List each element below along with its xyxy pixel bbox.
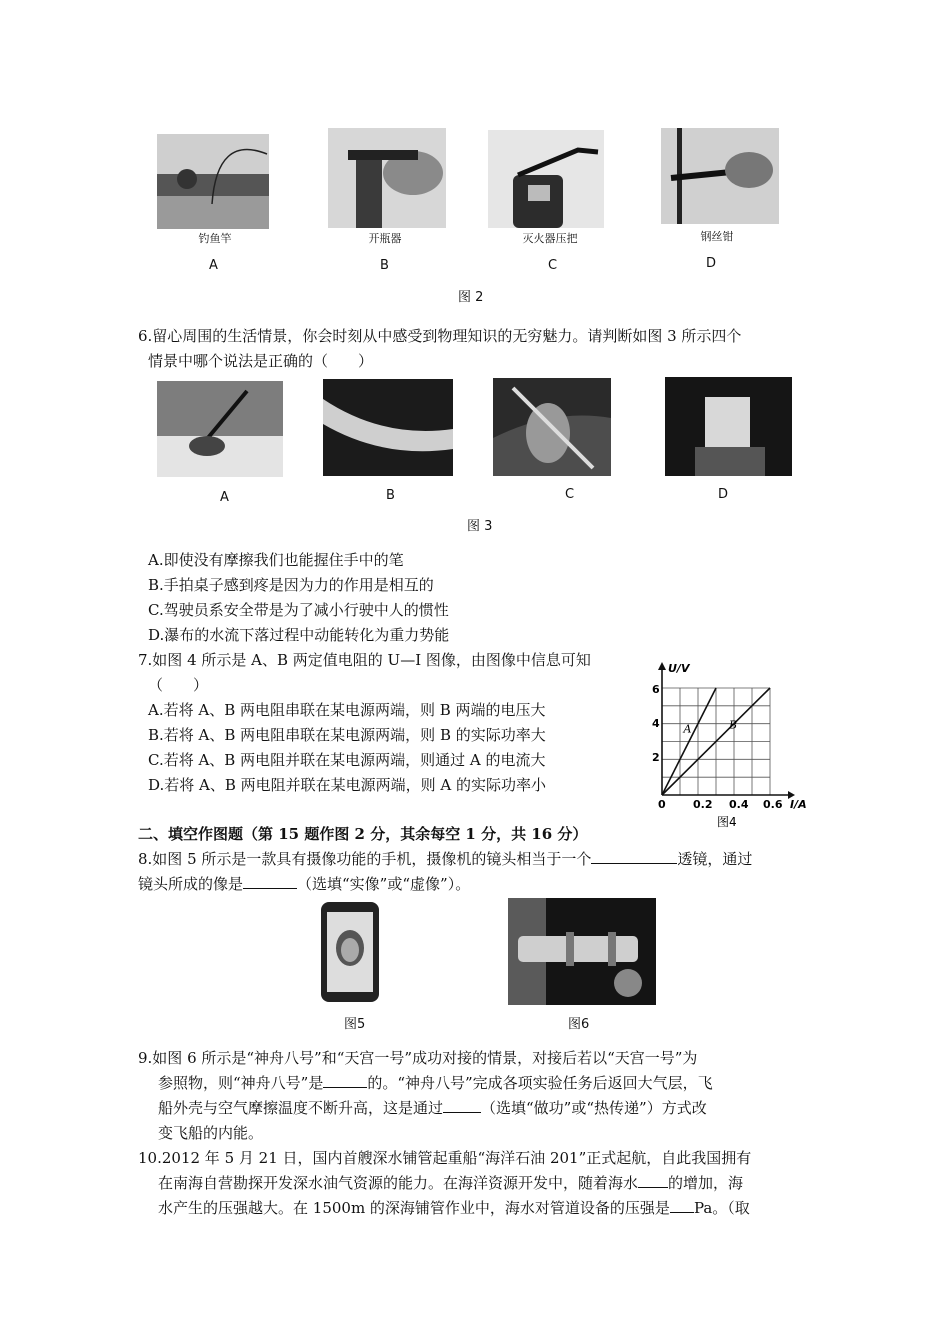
fig2-letter-c: C <box>548 258 558 273</box>
fig3-photo-a <box>157 381 283 477</box>
q9-line2 <box>158 1071 713 1095</box>
fig4-y-arrow <box>658 662 666 670</box>
q9-line3-b: （选填“做功”或“热传递”）方式改 <box>481 1099 707 1117</box>
fig5-label: 图5 <box>344 1017 366 1032</box>
q7-option-c: C.若将 A、B 两电阻并联在某电源两端，则通过 A 的电流大 <box>148 751 546 769</box>
q6-line1: 6.留心周围的生活情景，你会时刻从中感受到物理知识的无穷魅力。请判断如图 3 所示四个 <box>138 327 742 345</box>
q10-line3 <box>158 1196 750 1220</box>
fig4-ytick-4: 4 <box>652 717 660 730</box>
q9-line2-a: 参照物，则“神舟八号”是 <box>158 1074 324 1092</box>
fig2-caption-a: 钓鱼竿 <box>198 232 232 245</box>
q10-line3-a: 水产生的压强越大。在 1500m 的深海铺管作业中，海水对管道设备的压强是 <box>158 1199 670 1217</box>
section2-heading: 二、填空作图题（第 15 题作图 2 分，其余每空 1 分，共 16 分） <box>138 825 588 843</box>
fig4-xlabel: I/A <box>790 798 807 811</box>
q10-line2-a: 在南海自营勘探开发深水油气资源的能力。在海洋资源开发中，随着海水 <box>158 1174 639 1192</box>
q8-blank-lens[interactable] <box>591 847 677 864</box>
fig3-photo-c <box>493 378 611 476</box>
fig4-xtick-0.2: 0.2 <box>693 798 713 811</box>
fig4-xtick-0.6: 0.6 <box>763 798 783 811</box>
fig3-letter-d: D <box>718 487 729 502</box>
fig3-photo-b <box>323 379 453 476</box>
q6-line2: 情景中哪个说法是正确的（ ） <box>148 352 374 370</box>
fig6-label: 图6 <box>568 1017 590 1032</box>
q8-line1 <box>138 847 752 871</box>
fig4-ytick-6: 6 <box>652 683 660 696</box>
q9-line1: 9.如图 6 所示是“神舟八号”和“天宫一号”成功对接的情景，对接后若以“天宫一号”为 <box>138 1049 698 1067</box>
q9-line2-b: 的。“神舟八号”完成各项实验任务后返回大气层，飞 <box>367 1074 713 1092</box>
fig3-letter-a: A <box>220 490 229 505</box>
q7-option-a: A.若将 A、B 两电阻串联在某电源两端，则 B 两端的电压大 <box>148 701 546 719</box>
q9-blank-motion[interactable] <box>323 1071 367 1088</box>
fig4-series-label-A: A <box>683 722 692 736</box>
fig6-photo <box>508 898 656 1005</box>
q6-option-a: A.即使没有摩擦我们也能握住手中的笔 <box>148 551 404 569</box>
q9-line4: 变飞船的内能。 <box>158 1124 264 1142</box>
q10-line1: 10.2012 年 5 月 21 日，国内首艘深水铺管起重船“海洋石油 201”正式起航，自此我国拥有 <box>138 1149 752 1167</box>
fig2-photo-c <box>488 130 604 228</box>
fig3-letter-c: C <box>565 487 575 502</box>
fig4-chart <box>640 660 820 830</box>
fig4-title: 图4 <box>717 815 737 829</box>
q8-line1-a: 8.如图 5 所示是一款具有摄像功能的手机，摄像机的镜头相当于一个 <box>138 850 592 868</box>
q10-line2-b: 的增加，海 <box>668 1174 744 1192</box>
q8-blank-image[interactable] <box>243 872 297 889</box>
fig5-photo <box>315 900 387 1005</box>
q9-blank-method[interactable] <box>443 1096 481 1113</box>
fig2-letter-d: D <box>706 256 717 271</box>
fig4-ylabel: U/V <box>668 662 690 675</box>
q10-line3-b: Pa。（取 <box>693 1199 750 1217</box>
fig4-ytick-2: 2 <box>652 751 660 764</box>
q8-line2-a: 镜头所成的像是 <box>138 875 244 893</box>
q7-option-d: D.若将 A、B 两电阻并联在某电源两端，则 A 的实际功率小 <box>148 776 547 794</box>
fig2-letter-b: B <box>380 258 389 273</box>
fig2-photo-d <box>661 128 779 224</box>
fig2-caption-b: 开瓶器 <box>368 232 402 245</box>
fig2-caption-d: 钢丝钳 <box>700 230 734 243</box>
q9-line3 <box>158 1096 707 1120</box>
fig4-series-label-B: B <box>728 718 738 732</box>
q7-line1: 7.如图 4 所示是 A、B 两定值电阻的 U—I 图像，由图像中信息可知 <box>138 651 591 669</box>
fig2-label: 图 2 <box>458 290 484 305</box>
q10-blank-pressure[interactable] <box>670 1196 694 1213</box>
q8-line2-b: （选填“实像”或“虚像”）。 <box>297 875 471 893</box>
fig2-photo-a <box>157 134 269 229</box>
fig3-label: 图 3 <box>467 519 493 534</box>
fig4-origin-tick: 0 <box>658 798 666 811</box>
q7-option-b: B.若将 A、B 两电阻串联在某电源两端，则 B 的实际功率大 <box>148 726 546 744</box>
fig2-caption-c: 灭火器压把 <box>522 232 578 245</box>
q6-option-d: D.瀑布的水流下落过程中动能转化为重力势能 <box>148 626 450 644</box>
fig4-xtick-0.4: 0.4 <box>729 798 749 811</box>
fig3-letter-b: B <box>386 488 395 503</box>
q10-blank-depth[interactable] <box>638 1171 668 1188</box>
fig2-letter-a: A <box>209 258 218 273</box>
q8-line2 <box>138 872 470 896</box>
q6-option-b: B.手拍桌子感到疼是因为力的作用是相互的 <box>148 576 434 594</box>
q6-option-c: C.驾驶员系安全带是为了减小行驶中人的惯性 <box>148 601 449 619</box>
q10-line2 <box>158 1171 743 1195</box>
q8-line1-b: 透镜，通过 <box>677 850 753 868</box>
fig3-photo-d <box>665 377 792 476</box>
q9-line3-a: 船外壳与空气摩擦温度不断升高，这是通过 <box>158 1099 444 1117</box>
q7-line2: （ ） <box>148 676 209 694</box>
fig2-photo-b <box>328 128 446 228</box>
